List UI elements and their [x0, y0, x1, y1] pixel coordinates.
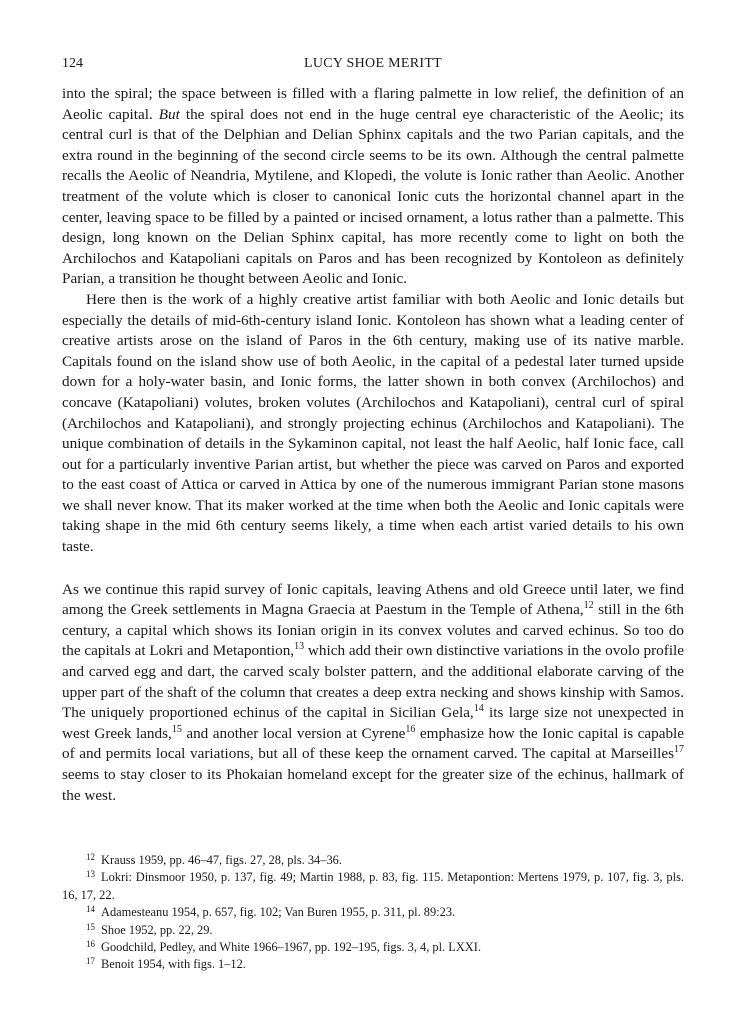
text-run: the spiral does not end in the huge central eye characteristic of the Aeolic; its central curl is that of the Delphian and Delian Sphinx capitals and the two Parian capitals, and the extra round in the beginning of the second circle seems to be its own. Although the central palmette recalls the Aeolic of Neandria, Mytilene, and Klopedi, the volute is Ionic rather than Aeolic. Another treatment of the volute which is closer to canonical Ionic cuts the horizontal channel apart in the center, leaving space to be filled by a painted or incised ornament, a lotus rather than a palmette. This design, long known on the Delian Sphinx capital, has more recently come to light on both the Archilochos and Katapoliani capitals on Paros and has been recognized by Kontoleon as definitely Parian, a transition he thought between Aeolic and Ionic.: [62, 105, 684, 288]
footnote-ref[interactable]: 14: [473, 703, 484, 715]
text-run: still in the 6th century, a capital which shows its Ionian origin in its convex volutes and carved echinus. So too do the capitals at Lokri and Metapontion,: [62, 601, 684, 660]
footnote-13: [62, 869, 684, 904]
text-run: into the spiral; the space between is filled with a flaring palmette in low relief, the definition of an Aeolic capital.: [62, 85, 684, 123]
text-run: As we continue this rapid survey of Ionic capitals, leaving Athens and old Greece until later, we find among the Greek settlements in Magna Graecia at Paestum in the Temple of Athena,: [62, 580, 684, 619]
footnote-number: 15: [86, 921, 95, 932]
footnote-ref[interactable]: 16: [405, 723, 416, 735]
running-title: LUCY SHOE MERITT: [303, 56, 443, 71]
emphasis-text: But: [158, 105, 180, 123]
text-run: seems to stay closer to its Phokaian homeland except for the greater size of the echinus, hallmark of the west.: [62, 766, 684, 804]
page-header: [62, 56, 684, 78]
footnote-ref[interactable]: 13: [294, 641, 305, 653]
footnote-text: Benoit 1954, with figs. 1–12.: [101, 957, 246, 972]
text-run: its large size not unexpected in west Greek lands,: [62, 704, 684, 742]
text-run: emphasize how the Ionic capital is capable of and permits local variations, but all of these keep the ornament carved. The capital at Marseilles: [62, 724, 684, 763]
footnote-ref[interactable]: 17: [674, 744, 684, 756]
footnote-17: [62, 956, 684, 973]
text-run: which add their own distinctive variations in the ovolo profile and carved egg and dart, the carved scaly bolster pattern, and the additional elaborate carving of the upper part of the shaft of the column that creates a deep extra necking and shows kinship with Samos. The uniquely proportioned echinus of the capital in Sicilian Gela,: [62, 642, 684, 722]
body-text: [62, 84, 684, 806]
footnote-ref[interactable]: 15: [171, 723, 182, 735]
footnote-16: [62, 939, 684, 956]
paragraph-1: [62, 84, 684, 290]
footnote-ref[interactable]: 12: [583, 600, 594, 612]
footnote-number: 17: [86, 956, 95, 967]
text-run: and another local version at Cyrene: [181, 724, 406, 742]
footnote-text: Krauss 1959, pp. 46–47, figs. 27, 28, pls. 34–36.: [101, 853, 342, 867]
footnote-12: [62, 852, 684, 869]
footnote-text: Adamesteanu 1954, p. 657, fig. 102; Van Buren 1955, p. 311, pl. 89:23.: [101, 905, 456, 920]
footnote-number: 14: [86, 904, 95, 915]
footnote-text: Goodchild, Pedley, and White 1966–1967, pp. 192–195, figs. 3, 4, pl. LXXI.: [101, 940, 481, 955]
footnote-number: 16: [86, 939, 95, 950]
footnote-14: [62, 904, 684, 921]
footnote-number: 13: [86, 869, 95, 880]
footnotes: [62, 852, 684, 974]
footnote-number: 12: [86, 852, 95, 862]
footnote-text: Lokri: Dinsmoor 1950, p. 137, fig. 49; Martin 1988, p. 83, fig. 115. Metapontion: Mertens 1979, p. 107, fig. 3, pls. 16, 17, 22.: [62, 870, 684, 902]
page-number: 124: [62, 56, 83, 71]
paragraph-3: [62, 580, 684, 807]
text-run: Here then is the work of a highly creative artist familiar with both Aeolic and Ionic details but especially the details of mid-6th-century island Ionic. Kontoleon has shown what a leading center of creative artists arose on the island of Paros in the 6th century, making use of its native marble. Capitals found on the island show use of both Aeolic, in the capital of a pedestal later turned upside down for a holy-water basin, and Ionic forms, the latter shown in both convex (Archilochos) and concave (Katapoliani) volutes, broken volutes (Archilochos and Katapoliani), central curl of spiral (Archilochos and Katapoliani), and strongly projecting echinus (Archilochos and Katapoliani). The unique combination of details in the Sykaminon capital, not least the half Aeolic, half Ionic face, call out for a particularly inventive Parian artist, but whether the piece was carved on Paros and exported to the east coast of Attica or carved in Attica by one of the numerous immigrant Parian stone masons we shall never know. That its maker worked at the time when both the Aeolic and Ionic capitals were taking shape in the mid 6th century seems likely, a time when each artist varied details to his own taste.: [62, 290, 684, 556]
paragraph-2: [62, 290, 684, 558]
footnote-text: Shoe 1952, pp. 22, 29.: [101, 922, 213, 937]
footnote-15: [62, 922, 684, 939]
